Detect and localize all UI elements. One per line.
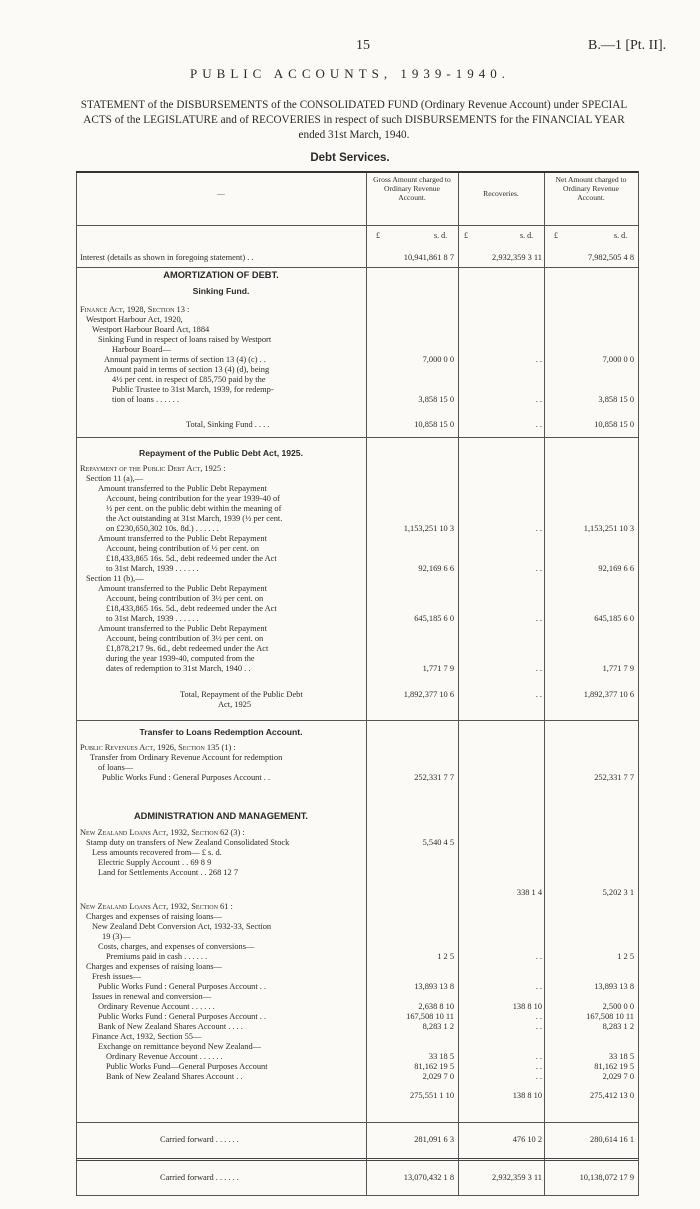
gross-amount: 5,540 4 5: [422, 838, 454, 847]
document-reference: B.—1 [Pt. II].: [588, 38, 667, 53]
unit-shillings-pence: s. d.: [614, 231, 628, 240]
heading-loans-redemption: Transfer to Loans Redemption Account.: [139, 727, 303, 737]
row-description: £18,433,865 16s. 5d., debt redeemed under the Act: [106, 554, 277, 563]
row-description: Account, being contribution of 3½ per cent. on: [106, 594, 264, 603]
recoveries-amount: . .: [535, 1012, 542, 1021]
recoveries-amount: . .: [535, 952, 542, 961]
row-description: Harbour Board—: [112, 345, 171, 354]
net-amount: 275,412 13 0: [590, 1091, 634, 1100]
row-description: Finance Act, 1928, Section 13 :: [80, 305, 190, 314]
net-amount: 10,858 15 0: [594, 420, 634, 429]
unit-pounds: £: [554, 231, 558, 240]
gross-amount: 8,283 1 2: [422, 1022, 454, 1031]
table-row: [76, 1134, 638, 1146]
row-description: Electric Supply Account . . 69 8 9: [98, 858, 212, 867]
gross-amount: 10,941,861 8 7: [403, 253, 454, 262]
table-row: [76, 252, 638, 264]
gross-amount: 1,892,377 10 6: [403, 690, 454, 699]
row-description: Total, Repayment of the Public Debt: [180, 690, 303, 699]
row-description: Amount transferred to the Public Debt Repayment: [98, 534, 267, 543]
row-description: Repayment of the Public Debt Act, 1925 :: [80, 464, 226, 473]
heading-sinking-fund: Sinking Fund.: [192, 286, 250, 296]
gross-amount: 81,162 19 5: [414, 1062, 454, 1071]
table-row: [76, 772, 638, 784]
row-description: Carried forward . . . . . .: [160, 1135, 239, 1144]
row-description: 4½ per cent. in respect of £85,750 paid by the: [112, 375, 266, 384]
unit-pounds: £: [376, 231, 380, 240]
row-description: dates of redemption to 31st March, 1940 . .: [106, 664, 251, 673]
statement-heading: STATEMENT of the DISBURSEMENTS of the CONSOLIDATED FUND (Ordinary Revenue Account) under SPECIAL ACTS of the LEGISLATURE and of RECOVERIES in respect of such DISBURSEMENTS for the FINANCIAL YEAR ended 31st March, 1940.: [80, 99, 628, 141]
table-row: [76, 663, 638, 675]
row-description: Premiums paid in cash . . . . . .: [106, 952, 208, 961]
recoveries-amount: . .: [535, 614, 542, 623]
gross-amount: 645,185 6 0: [414, 614, 454, 623]
section-rule: [76, 720, 638, 721]
row-description: Ordinary Revenue Account . . . . . .: [106, 1052, 223, 1061]
gross-amount: 1,153,251 10 3: [403, 524, 454, 533]
table-row: [76, 867, 638, 879]
unit-pounds: £: [464, 231, 468, 240]
gross-amount: 13,893 13 8: [414, 982, 454, 991]
row-description: Account, being contribution of ½ per cent. on: [106, 544, 260, 553]
row-description: £18,433,865 16s. 5d., debt redeemed under the Act: [106, 604, 277, 613]
column-header-recoveries: Recoveries.: [483, 189, 519, 198]
section-rule: [76, 1122, 638, 1123]
net-amount: 81,162 19 5: [594, 1062, 634, 1071]
row-description: Sinking Fund in respect of loans raised by Westport: [98, 335, 272, 344]
table-top-rule: [76, 171, 638, 173]
row-description: Transfer from Ordinary Revenue Account for redemption: [90, 753, 283, 762]
gross-amount: 1,771 7 9: [422, 664, 454, 673]
recoveries-amount: 138 8 10: [512, 1002, 542, 1011]
row-description: Public Works Fund—General Purposes Account: [106, 1062, 268, 1071]
gross-amount: 252,331 7 7: [414, 773, 454, 782]
row-description: £1,878,217 9s. 6d., debt redeemed under the Act: [106, 644, 269, 653]
row-description: Interest (details as shown in foregoing statement) . .: [80, 253, 254, 262]
row-description: Westport Harbour Board Act, 1884: [92, 325, 210, 334]
row-description: Bank of New Zealand Shares Account . .: [106, 1072, 243, 1081]
table-row: [76, 699, 638, 711]
row-description: Section 11 (b),—: [86, 574, 144, 583]
page-title: PUBLIC ACCOUNTS, 1939-1940.: [190, 66, 510, 81]
net-amount: 3,858 15 0: [598, 395, 634, 404]
net-amount: 1,153,251 10 3: [583, 524, 634, 533]
net-amount: 33 18 5: [608, 1052, 634, 1061]
row-description: Fresh issues—: [92, 972, 142, 981]
recoveries-amount: . .: [535, 524, 542, 533]
table-border-right: [638, 171, 639, 1196]
recoveries-amount: 2,932,359 3 11: [492, 1173, 542, 1182]
row-description: to 31st March, 1939 . . . . . .: [106, 614, 199, 623]
gross-amount: 33 18 5: [428, 1052, 454, 1061]
gross-amount: 167,508 10 11: [406, 1012, 454, 1021]
row-description: during the year 1939-40, computed from the: [106, 654, 255, 663]
recoveries-amount: . .: [535, 1062, 542, 1071]
recoveries-amount: . .: [535, 690, 542, 699]
accounts-table: [76, 171, 638, 1196]
header-rule: [76, 225, 638, 226]
net-amount: 8,283 1 2: [602, 1022, 634, 1031]
table-row: [76, 394, 638, 406]
net-amount: 645,185 6 0: [594, 614, 634, 623]
section-rule: [76, 267, 638, 268]
net-amount: 2,029 7 0: [602, 1072, 634, 1081]
table-row: [76, 1071, 638, 1083]
net-amount: 252,331 7 7: [594, 773, 634, 782]
table-bottom-rule: [76, 1195, 638, 1196]
gross-amount: 3,858 15 0: [418, 395, 454, 404]
column-header-net: Net Amount charged to Ordinary Revenue Account.: [555, 175, 627, 202]
gross-amount: 275,551 1 10: [410, 1091, 454, 1100]
recoveries-amount: . .: [535, 564, 542, 573]
net-amount: 167,508 10 11: [586, 1012, 634, 1021]
recoveries-amount: 138 8 10: [512, 1091, 542, 1100]
net-amount: 13,893 13 8: [594, 982, 634, 991]
row-description: Public Works Fund : General Purposes Account . .: [102, 773, 271, 782]
gross-amount: 13,070,432 1 8: [403, 1173, 454, 1182]
net-amount: 7,982,505 4 8: [587, 253, 634, 262]
row-description: Land for Settlements Account . . 268 12 7: [98, 868, 239, 877]
net-amount: 1 2 5: [617, 952, 634, 961]
column-header-description: —: [217, 189, 225, 198]
row-description: Exchange on remittance beyond New Zealand—: [98, 1042, 262, 1051]
row-description: Issues in renewal and conversion—: [92, 992, 212, 1001]
row-description: tion of loans . . . . . .: [112, 395, 179, 404]
row-description: on £230,650,302 10s. 8d.) . . . . . .: [106, 524, 219, 533]
net-amount: 280,614 16 1: [590, 1135, 634, 1144]
gross-amount: 281,091 6 3: [414, 1135, 454, 1144]
recoveries-amount: 476 10 2: [512, 1135, 542, 1144]
table-row: [76, 1172, 638, 1184]
row-description: Charges and expenses of raising loans—: [86, 912, 222, 921]
table-row: [76, 419, 638, 431]
row-description: the Act outstanding at 31st March, 1939 (½ per cent.: [106, 514, 283, 523]
net-amount: 5,202 3 1: [602, 888, 634, 897]
net-amount: 1,892,377 10 6: [583, 690, 634, 699]
section-subtitle: Debt Services.: [310, 152, 390, 164]
table-row: [76, 887, 638, 899]
net-amount: 2,500 0 0: [602, 1002, 634, 1011]
heading-repayment-act: Repayment of the Public Debt Act, 1925.: [139, 448, 303, 458]
row-description: Bank of New Zealand Shares Account . . . .: [98, 1022, 243, 1031]
row-description: Public Revenues Act, 1926, Section 135 (1) :: [80, 743, 236, 752]
row-description: Costs, charges, and expenses of conversions—: [98, 942, 255, 951]
column-header-gross: Gross Amount charged to Ordinary Revenue Account.: [373, 175, 451, 202]
row-description: Westport Harbour Act, 1920,: [86, 315, 183, 324]
net-amount: 92,169 6 6: [598, 564, 634, 573]
row-description: Account, being contribution of 3½ per cent. on: [106, 634, 264, 643]
gross-amount: 10,858 15 0: [414, 420, 454, 429]
row-description: New Zealand Loans Act, 1932, Section 62 (3) :: [80, 828, 245, 837]
row-description: to 31st March, 1939 . . . . . .: [106, 564, 199, 573]
row-description: Section 11 (a),—: [86, 474, 144, 483]
net-amount: 7,000 0 0: [602, 355, 634, 364]
row-description: Total, Sinking Fund . . . .: [186, 420, 270, 429]
row-description: Stamp duty on transfers of New Zealand Consolidated Stock: [86, 838, 290, 847]
row-description: Annual payment in terms of section 13 (4) (c) . .: [104, 355, 266, 364]
row-description: Account, being contribution for the year 1939-40 of: [106, 494, 280, 503]
unit-shillings-pence: s. d.: [520, 231, 534, 240]
row-description: Amount transferred to the Public Debt Repayment: [98, 584, 267, 593]
row-description: ½ per cent. on the public debt within the meaning of: [106, 504, 282, 513]
page-number: 15: [356, 38, 370, 53]
row-description: Carried forward . . . . . .: [160, 1173, 239, 1182]
heading-administration: ADMINISTRATION AND MANAGEMENT.: [133, 811, 309, 821]
row-description: Charges and expenses of raising loans—: [86, 962, 222, 971]
gross-amount: 2,029 7 0: [422, 1072, 454, 1081]
recoveries-amount: . .: [535, 1022, 542, 1031]
row-description: Public Trustee to 31st March, 1939, for redemp-: [112, 385, 274, 394]
unit-shillings-pence: s. d.: [434, 231, 448, 240]
recoveries-amount: . .: [535, 664, 542, 673]
gross-amount: 92,169 6 6: [418, 564, 454, 573]
row-description: 19 (3)—: [102, 932, 131, 941]
row-description: New Zealand Loans Act, 1932, Section 61 :: [80, 902, 233, 911]
recoveries-amount: . .: [535, 982, 542, 991]
recoveries-amount: 338 1 4: [516, 888, 542, 897]
recoveries-amount: 2,932,359 3 11: [492, 253, 542, 262]
recoveries-amount: . .: [535, 420, 542, 429]
gross-amount: 1 2 5: [437, 952, 454, 961]
row-description: New Zealand Debt Conversion Act, 1932-33, Section: [92, 922, 272, 931]
row-description: Public Works Fund : General Purposes Account . .: [98, 1012, 267, 1021]
recoveries-amount: . .: [535, 395, 542, 404]
gross-amount: 7,000 0 0: [422, 355, 454, 364]
row-description: Ordinary Revenue Account . . . . . .: [98, 1002, 215, 1011]
heading-amortization: AMORTIZATION OF DEBT.: [163, 270, 279, 280]
row-description: Amount transferred to the Public Debt Repayment: [98, 484, 267, 493]
recoveries-amount: . .: [535, 355, 542, 364]
row-description: Public Works Fund : General Purposes Account . .: [98, 982, 267, 991]
gross-amount: 2,638 8 10: [418, 1002, 454, 1011]
net-amount: 1,771 7 9: [602, 664, 634, 673]
section-rule: [76, 437, 638, 438]
recoveries-amount: . .: [535, 1052, 542, 1061]
row-description: of loans—: [98, 763, 134, 772]
net-amount: 10,138,072 17 9: [579, 1173, 634, 1182]
recoveries-amount: . .: [535, 1072, 542, 1081]
double-rule: [76, 1158, 638, 1161]
row-description: Amount transferred to the Public Debt Repayment: [98, 624, 267, 633]
row-description: Act, 1925: [218, 700, 252, 709]
row-description: Less amounts recovered from— £ s. d.: [92, 848, 222, 857]
row-description: Finance Act, 1932, Section 55—: [92, 1032, 202, 1041]
row-description: Amount paid in terms of section 13 (4) (d), being: [104, 365, 270, 374]
table-row: [76, 1090, 638, 1102]
